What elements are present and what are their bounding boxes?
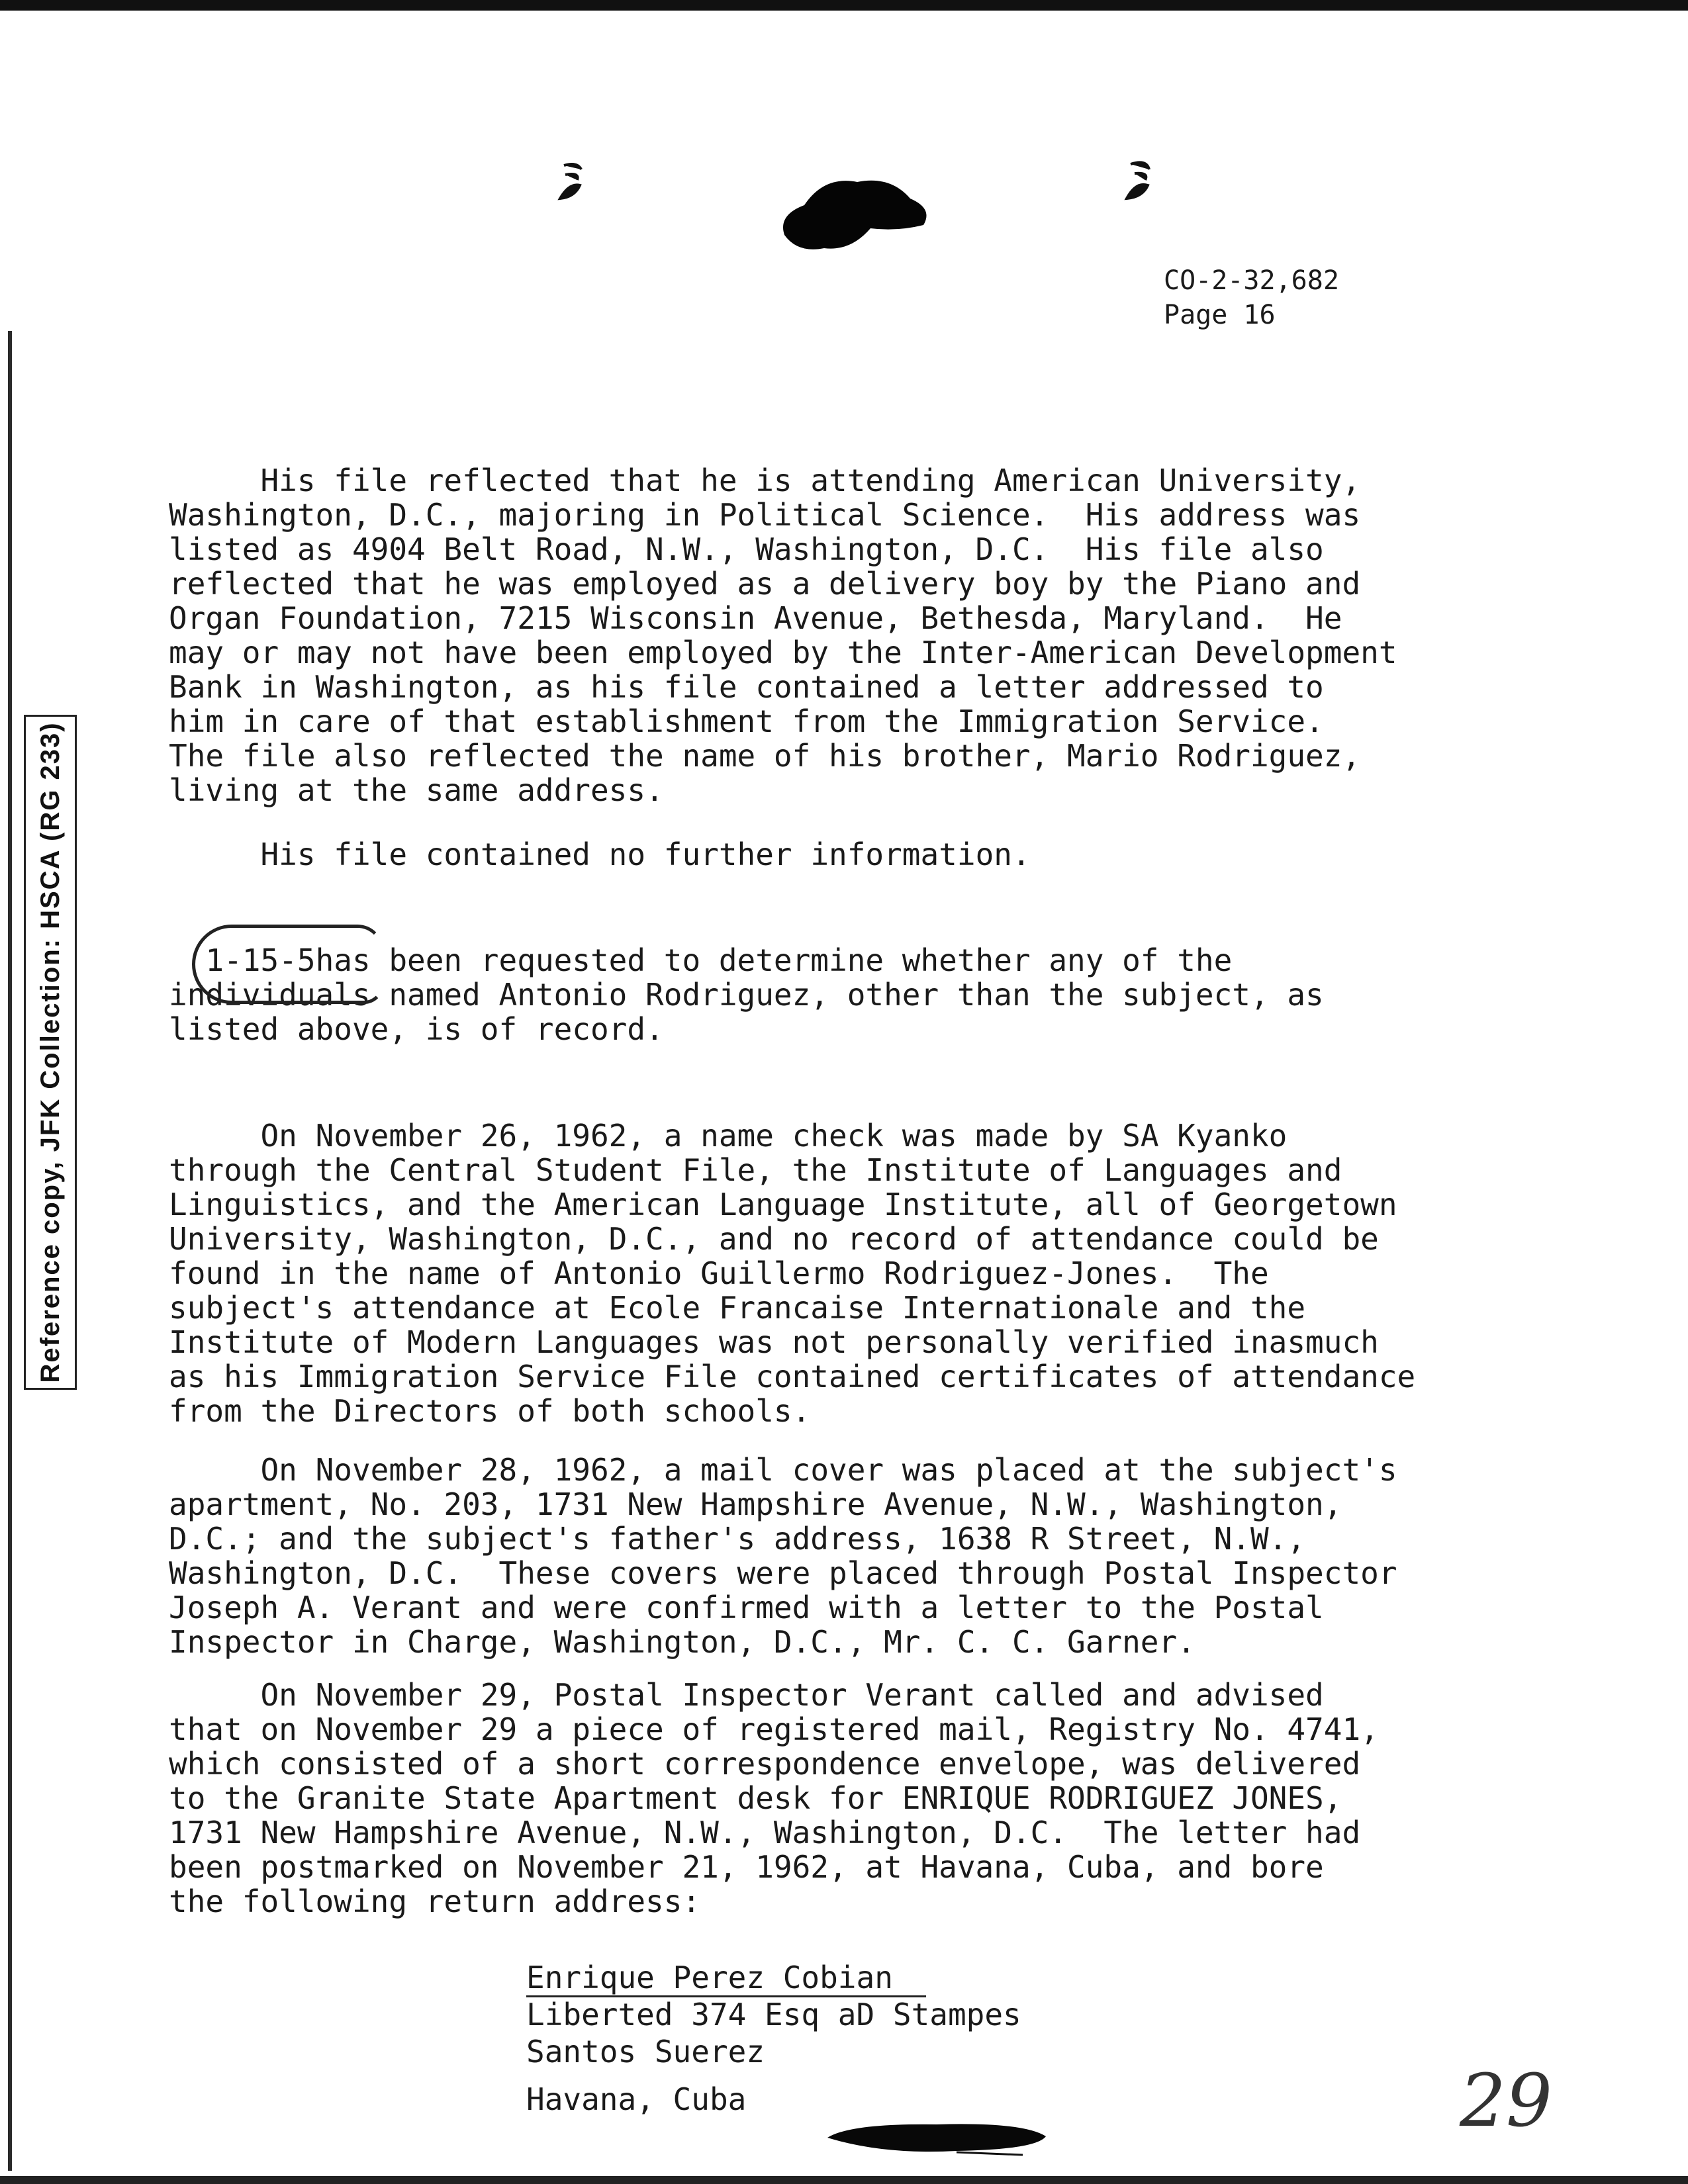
redaction-blot-top bbox=[778, 169, 933, 255]
address-line-2: Santos Suerez bbox=[526, 2034, 765, 2070]
bottom-border bbox=[0, 2176, 1688, 2184]
handwritten-page-number: 29 bbox=[1460, 2058, 1552, 2143]
paragraph-name-check: On November 26, 1962, a name check was made by SA Kyanko through the Central Student File, the Institute of Languages and Linguistics, and the American Language Institute, all of Georgetown University, Washington, D.C., and no record of attendance could be found in the name of Antonio Guillermo Rodriguez-Jones. The subject's attendance at Ecole Francaise Internationale and the Institute of Modern Languages was not personally verified inasmuch as his Immigration Service File contained certificates of attendance from the Directors of both schools. bbox=[169, 1118, 1416, 1429]
file-number: CO-2-32,682 bbox=[1164, 265, 1339, 296]
left-margin-rule bbox=[8, 331, 12, 2171]
ink-mark-right bbox=[1119, 158, 1158, 204]
paragraph-registered-mail: On November 29, Postal Inspector Verant called and advised that on November 29 a piece of registered mail, Registry No. 4741, which consisted of a short correspondence envelope, was delivered to the Granite State Apartment desk for ENRIQUE RODRIGUEZ JONES, 1731 New Hampshire Avenue, N.W., Washington, D.C. The letter had been postmarked on November 21, 1962, at Havana, Cuba, and bore the following return address: bbox=[169, 1677, 1379, 1919]
return-address bbox=[526, 1959, 1021, 2118]
ink-mark-left bbox=[551, 159, 590, 205]
top-border bbox=[0, 0, 1688, 11]
bracketed-code: 1-15-5 bbox=[205, 942, 316, 978]
address-line-1: Liberted 374 Esq aD Stampes bbox=[526, 1997, 1021, 2032]
reference-copy-stamp: Reference copy, JFK Collection: HSCA (RG 233) bbox=[24, 715, 77, 1390]
request-text: has been requested to determine whether any of the individuals named Antonio Rodriguez, other than the subject, as listed above, is of record. bbox=[169, 942, 1324, 1047]
paragraph-file-summary: His file reflected that he is attending American University, Washington, D.C., majoring in Political Science. His address was listed as 4904 Belt Road, N.W., Washington, D.C. His file also reflected that he was employed as a delivery boy by the Piano and Organ Foundation, 7215 Wisconsin Avenue, Bethesda, Maryland. He may or may not have been employed by the Inter-American Development Bank in Washington, as his file contained a letter addressed to him in care of that establishment from the Immigration Service. The file also reflected the name of his brother, Mario Rodriguez, living at the same address. bbox=[169, 463, 1397, 808]
paragraph-mail-cover: On November 28, 1962, a mail cover was placed at the subject's apartment, No. 203, 1731 New Hampshire Avenue, N.W., Washington, D.C.; and the subject's father's address, 1638 R Street, N.W., Washington, D.C. These covers were placed through Postal Inspector Joseph A. Verant and were confirmed with a letter to the Postal Inspector in Charge, Washington, D.C., Mr. C. C. Garner. bbox=[169, 1452, 1397, 1660]
redaction-blot-bottom bbox=[824, 2118, 1049, 2164]
paragraph-no-further-info: His file contained no further information. bbox=[169, 837, 1031, 872]
paragraph-request bbox=[169, 943, 1324, 1046]
page-number: Page 16 bbox=[1164, 300, 1276, 330]
address-line-3: Havana, Cuba bbox=[526, 2081, 747, 2117]
address-name: Enrique Perez Cobian bbox=[526, 1960, 926, 1997]
document-header bbox=[1164, 263, 1339, 332]
